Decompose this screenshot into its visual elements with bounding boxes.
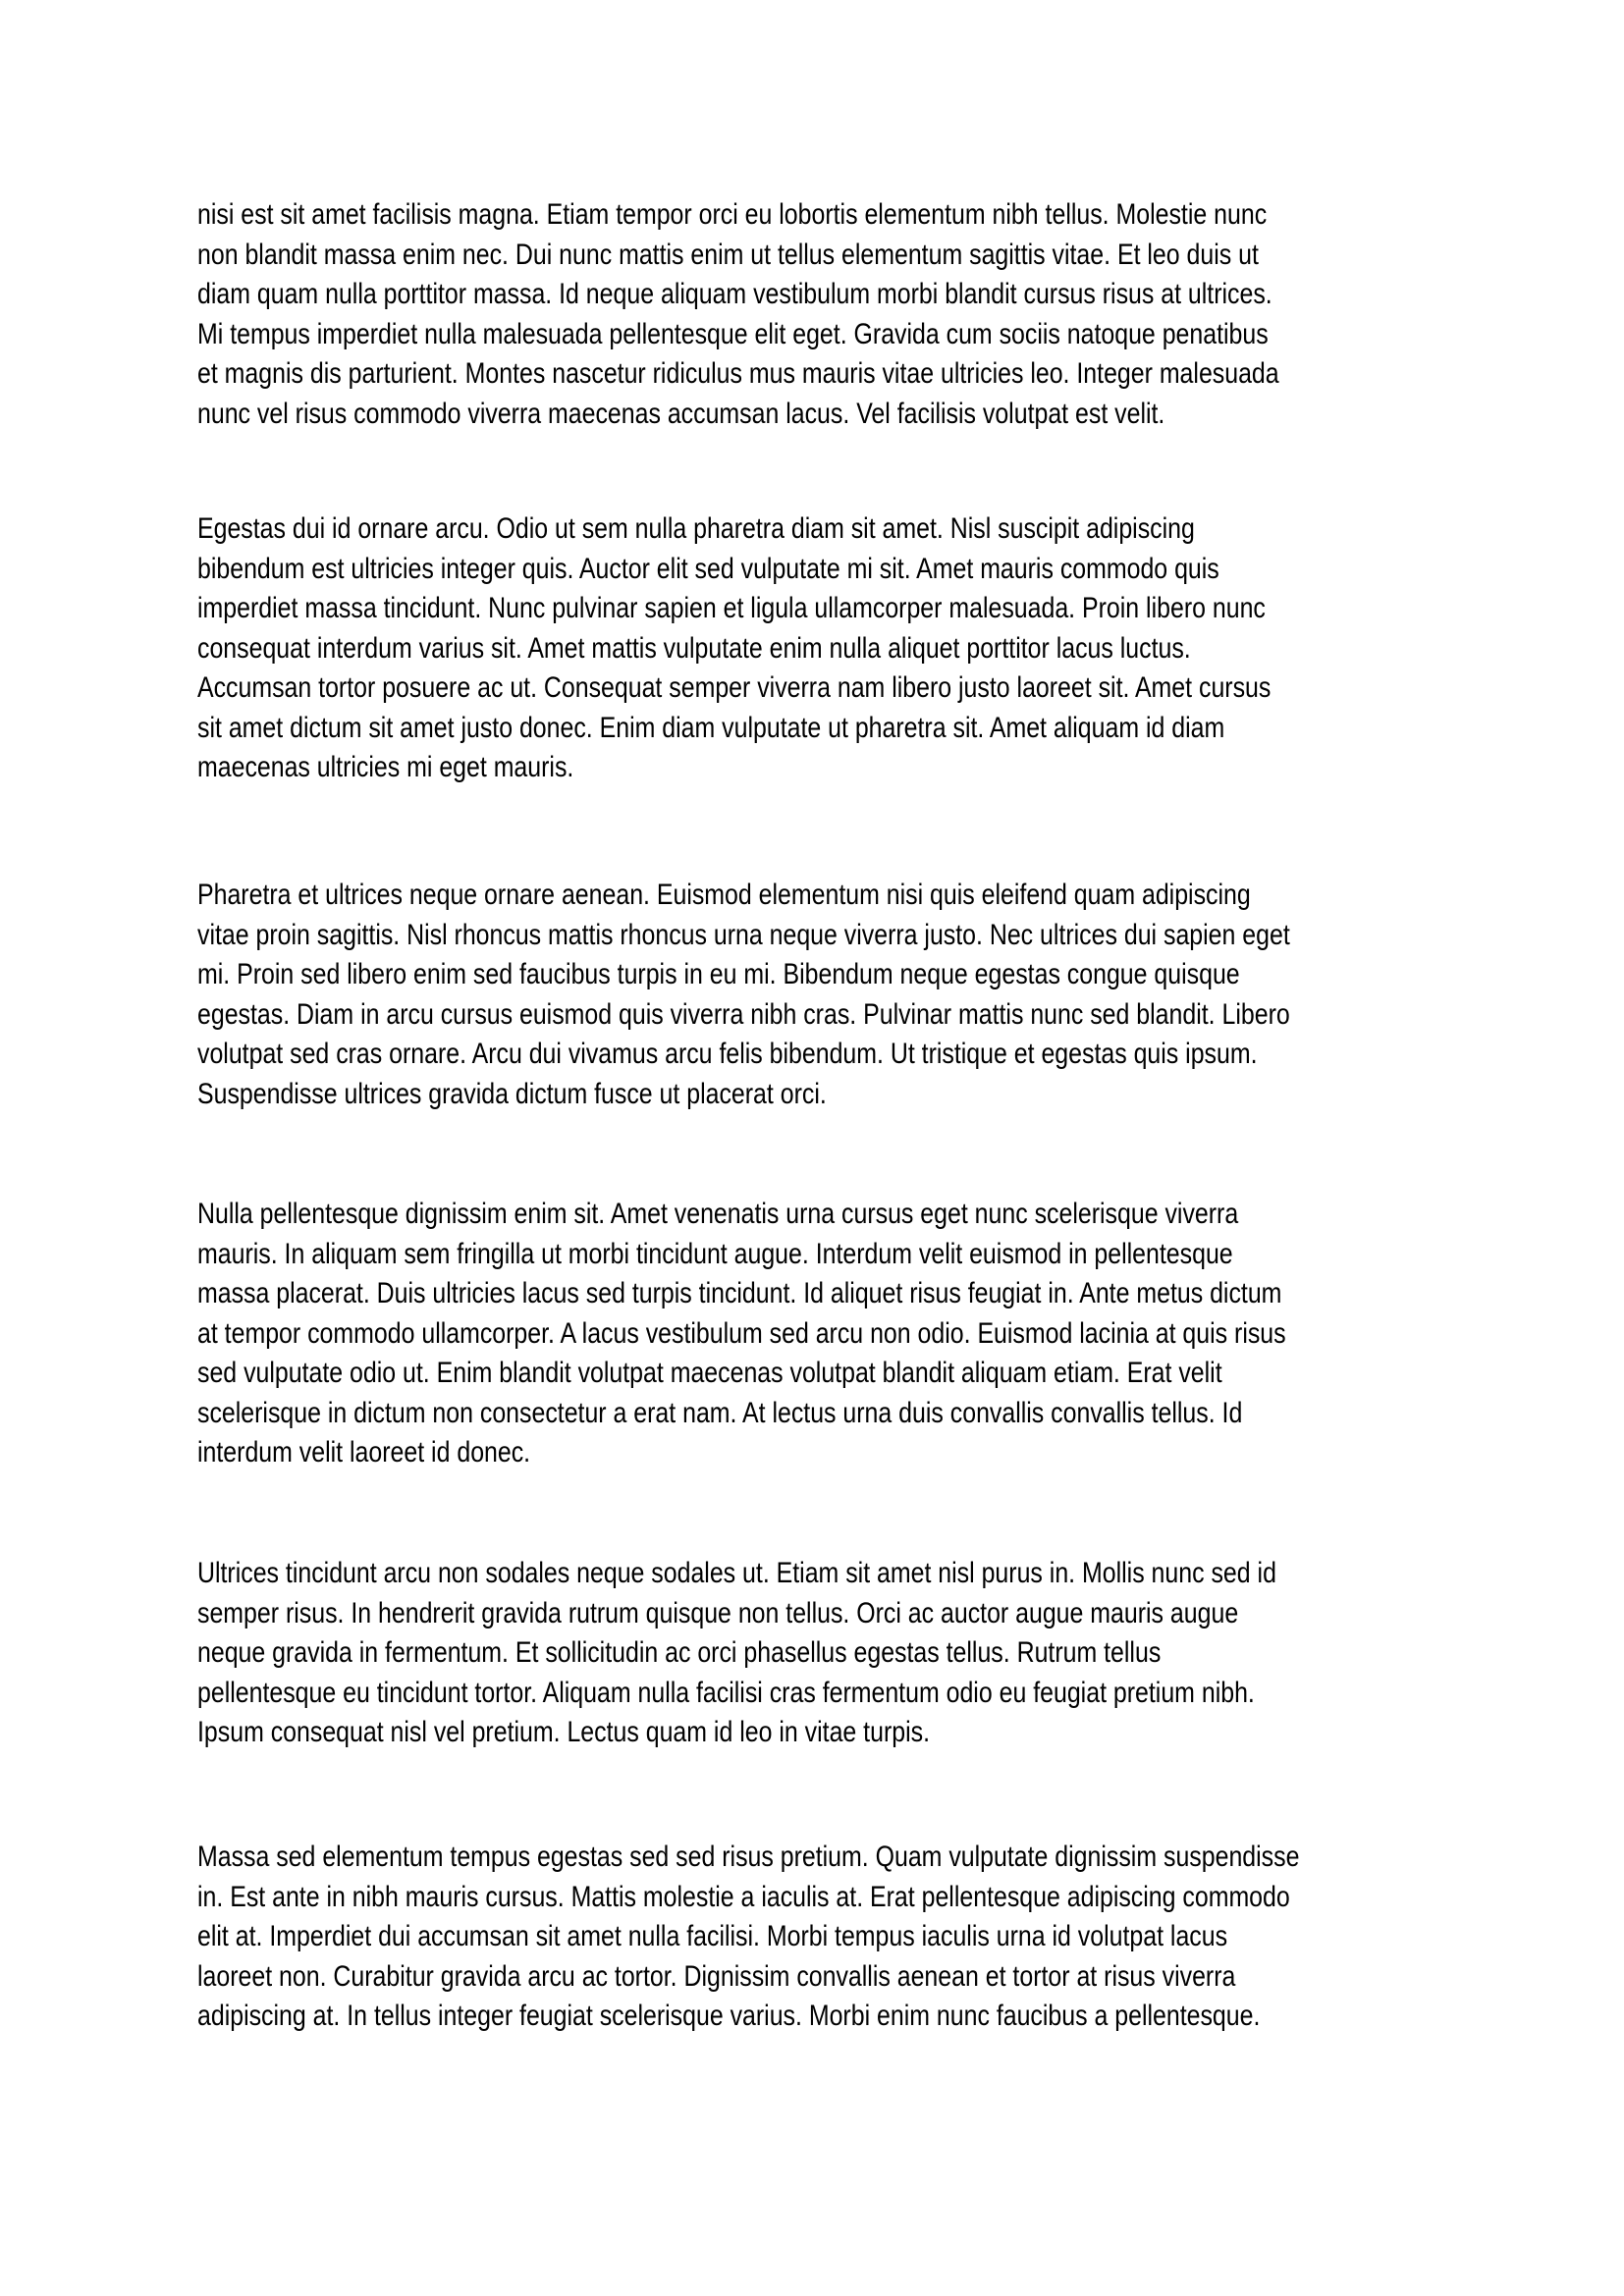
text-line: Ultrices tincidunt arcu non sodales neque sodales ut. Etiam sit amet nisl purus in. Mollis nunc sed id <box>197 1557 1276 1589</box>
text-line: diam quam nulla porttitor massa. Id neque aliquam vestibulum morbi blandit cursus risus at ultrices. <box>197 278 1272 310</box>
paragraph-1 <box>197 195 1435 434</box>
text-line: non blandit massa enim nec. Dui nunc mattis enim ut tellus elementum sagittis vitae. Et leo duis ut <box>197 238 1259 271</box>
text-line: mi. Proin sed libero enim sed faucibus turpis in eu mi. Bibendum neque egestas congue quisque <box>197 958 1240 990</box>
text-line: pellentesque eu tincidunt tortor. Aliquam nulla facilisi cras fermentum odio eu feugiat pretium nibh. <box>197 1676 1255 1709</box>
text-line: et magnis dis parturient. Montes nascetur ridiculus mus mauris vitae ultricies leo. Integer malesuada <box>197 357 1279 390</box>
text-line: volutpat sed cras ornare. Arcu dui vivamus arcu felis bibendum. Ut tristique et egestas quis ipsum. <box>197 1038 1258 1070</box>
text-line: maecenas ultricies mi eget mauris. <box>197 751 574 783</box>
text-line: neque gravida in fermentum. Et sollicitudin ac orci phasellus egestas tellus. Rutrum tellus <box>197 1636 1162 1669</box>
text-line: bibendum est ultricies integer quis. Auctor elit sed vulputate mi sit. Amet mauris commodo quis <box>197 552 1219 585</box>
text-line: adipiscing at. In tellus integer feugiat scelerisque varius. Morbi enim nunc faucibus a pellentesque. <box>197 2000 1261 2032</box>
text-line: mauris. In aliquam sem fringilla ut morbi tincidunt augue. Interdum velit euismod in pellentesque <box>197 1237 1233 1270</box>
text-line: elit at. Imperdiet dui accumsan sit amet nulla facilisi. Morbi tempus iaculis urna id volutpat lacus <box>197 1920 1228 1952</box>
text-line: Massa sed elementum tempus egestas sed sed risus pretium. Quam vulputate dignissim suspendisse <box>197 1841 1300 1873</box>
paragraph-3 <box>197 876 1435 1114</box>
text-line: laoreet non. Curabitur gravida arcu ac tortor. Dignissim convallis aenean et tortor at risus viverra <box>197 1959 1236 1993</box>
text-line: imperdiet massa tincidunt. Nunc pulvinar sapien et ligula ullamcorper malesuada. Proin libero nunc <box>197 592 1266 624</box>
text-line: massa placerat. Duis ultricies lacus sed turpis tincidunt. Id aliquet risus feugiat in. Ante metus dictum <box>197 1277 1282 1309</box>
text-line: at tempor commodo ullamcorper. A lacus vestibulum sed arcu non odio. Euismod lacinia at quis risus <box>197 1316 1286 1350</box>
paragraph-5 <box>197 1554 1435 1753</box>
text-line: in. Est ante in nibh mauris cursus. Mattis molestie a iaculis at. Erat pellentesque adipiscing commodo <box>197 1880 1290 1913</box>
text-line: interdum velit laoreet id donec. <box>197 1436 531 1468</box>
text-line: Pharetra et ultrices neque ornare aenean. Euismod elementum nisi quis eleifend quam adipiscing <box>197 879 1251 911</box>
text-line: Egestas dui id ornare arcu. Odio ut sem nulla pharetra diam sit amet. Nisl suscipit adipiscing <box>197 512 1195 545</box>
text-line: Ipsum consequat nisl vel pretium. Lectus quam id leo in vitae turpis. <box>197 1716 931 1748</box>
text-line: Suspendisse ultrices gravida dictum fusce ut placerat orci. <box>197 1077 827 1110</box>
paragraph-2 <box>197 509 1435 788</box>
text-line: sed vulputate odio ut. Enim blandit volutpat maecenas volutpat blandit aliquam etiam. Erat velit <box>197 1357 1222 1389</box>
text-line: egestas. Diam in arcu cursus euismod quis viverra nibh cras. Pulvinar mattis nunc sed blandit. Libero <box>197 997 1290 1031</box>
text-line: consequat interdum varius sit. Amet mattis vulputate enim nulla aliquet porttitor lacus luctus. <box>197 631 1191 665</box>
text-line: Mi tempus imperdiet nulla malesuada pellentesque elit eget. Gravida cum sociis natoque penatibus <box>197 317 1269 350</box>
paragraph-4 <box>197 1195 1435 1473</box>
text-line: Accumsan tortor posuere ac ut. Consequat semper viverra nam libero justo laoreet sit. Amet cursus <box>197 671 1272 704</box>
text-line: scelerisque in dictum non consectetur a erat nam. At lectus urna duis convallis convallis tellus. Id <box>197 1396 1243 1429</box>
text-line: nisi est sit amet facilisis magna. Etiam tempor orci eu lobortis elementum nibh tellus. Molestie nunc <box>197 198 1268 231</box>
text-line: vitae proin sagittis. Nisl rhoncus mattis rhoncus urna neque viverra justo. Nec ultrices dui sapien eget <box>197 918 1290 951</box>
text-line: Nulla pellentesque dignissim enim sit. Amet venenatis urna cursus eget nunc scelerisque viverra <box>197 1198 1239 1230</box>
text-line: semper risus. In hendrerit gravida rutrum quisque non tellus. Orci ac auctor augue mauris augue <box>197 1596 1239 1629</box>
paragraph-6 <box>197 1838 1435 2037</box>
text-line: nunc vel risus commodo viverra maecenas accumsan lacus. Vel facilisis volutpat est velit. <box>197 397 1165 430</box>
text-line: sit amet dictum sit amet justo donec. Enim diam vulputate ut pharetra sit. Amet aliquam id diam <box>197 711 1225 744</box>
